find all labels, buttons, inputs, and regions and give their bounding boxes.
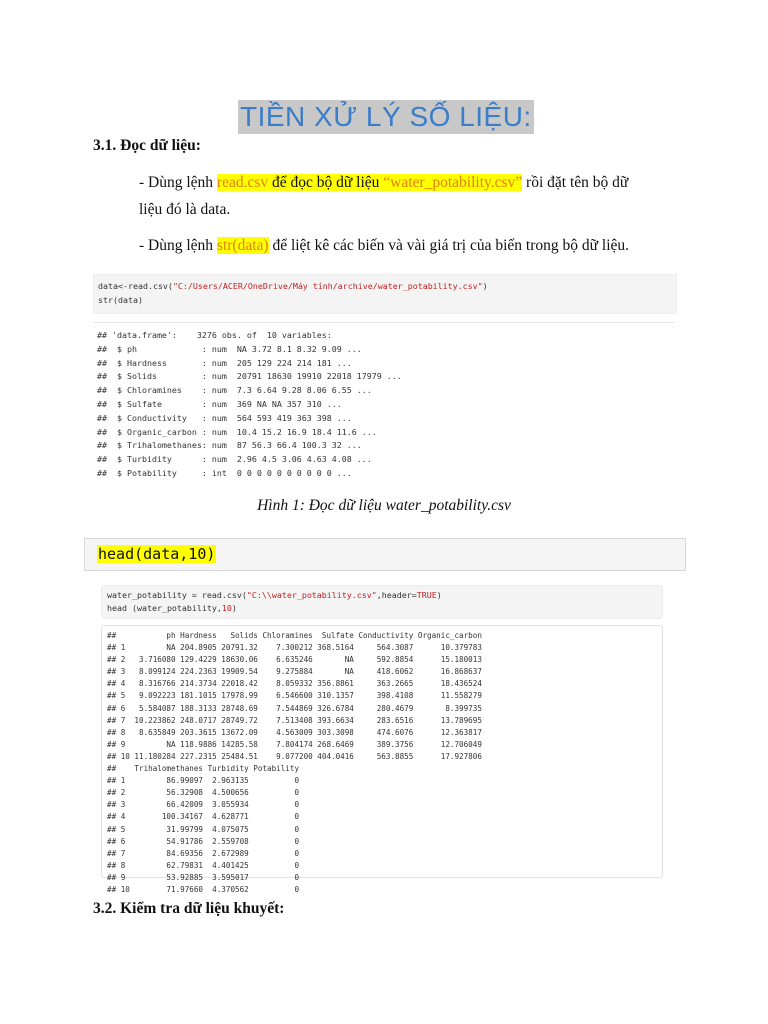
- section-heading-missing-data: 3.2. Kiểm tra dữ liệu khuyết:: [93, 900, 285, 917]
- page-title: TIỀN XỬ LÝ SỐ LIỆU:: [240, 101, 532, 132]
- text-suffix: rồi đặt tên bộ dữ: [522, 174, 629, 191]
- output-line: ## $ ph : num NA 3.72 8.1 8.32 9.09 ...: [97, 343, 362, 354]
- code-line: str(data): [98, 294, 143, 305]
- text-suffix: để liệt kê các biến và vài giá trị của biến trong bộ dữ liệu.: [268, 237, 630, 254]
- highlight-text: để đọc bộ dữ liệu: [268, 174, 384, 191]
- output-line: ## 2 56.32908 4.500656 0: [107, 788, 300, 798]
- output-line: ## 1 86.99097 2.963135 0: [107, 776, 300, 786]
- output-line: ## $ Hardness : num 205 129 224 214 181 ...: [97, 357, 352, 368]
- output-line: ## 4 100.34167 4.628771 0: [107, 812, 300, 822]
- output-line: ## 'data.frame': 3276 obs. of 10 variables:: [97, 330, 332, 340]
- output-line: ## 3 8.099124 224.2363 19909.54 9.275884 NA 418.6062 16.868637: [107, 667, 482, 677]
- figure-caption: Hình 1: Đọc dữ liệu water_potability.csv: [257, 497, 511, 514]
- output-line: ## 1 NA 204.8905 20791.32 7.300212 368.5164 564.3087 10.379783: [107, 643, 482, 653]
- highlight-read-csv: read.csv: [216, 174, 269, 191]
- text-prefix: - Dùng lệnh: [139, 237, 217, 254]
- output-line: ## 8 8.635849 203.3615 13672.09 4.563009 303.3098 474.6076 12.363817: [107, 727, 482, 737]
- output-block-str: [93, 322, 675, 489]
- output-line: ## $ Sulfate : num 369 NA NA 357 310 ...: [97, 398, 342, 409]
- output-line: ## 7 84.69356 2.672989 0: [107, 848, 300, 858]
- head-command-bar: [84, 538, 686, 571]
- code-line: water_potability = read.csv("C:\\water_potability.csv",header=TRUE): [107, 590, 442, 600]
- text-prefix: - Dùng lệnh: [139, 174, 217, 191]
- code-block-read-csv: [93, 274, 677, 314]
- output-line: ## 5 9.092223 181.1015 17978.99 6.546600 310.1357 398.4108 11.558279: [107, 691, 482, 701]
- output-line: ## $ Turbidity : num 2.96 4.5 3.06 4.63 4.08 ...: [97, 454, 372, 465]
- code-line: data<-read.csv("C:/Users/ACER/OneDrive/Máy tính/archive/water_potability.csv"): [98, 281, 488, 291]
- output-line: ## $ Conductivity : num 564 593 419 363 398 ...: [97, 412, 352, 423]
- output-line: ## 2 3.716080 129.4229 18630.06 6.635246 NA 592.8854 15.180013: [107, 655, 482, 665]
- highlight-str-data: str(data): [216, 237, 269, 254]
- code-line: head (water_potability,10): [107, 602, 237, 613]
- output-line: ## 5 31.99799 4.075075 0: [107, 824, 300, 834]
- output-line: ## 8 62.79831 4.401425 0: [107, 860, 300, 870]
- output-line: ## $ Trihalomethanes: num 87 56.3 66.4 100.3 32 ...: [97, 440, 362, 451]
- head-command-label: head(data,10): [98, 545, 216, 563]
- output-block-head: [101, 625, 663, 894]
- output-line: ## ph Hardness Solids Chloramines Sulfate Conductivity Organic_carbon: [107, 631, 482, 640]
- section-heading-read-data: 3.1. Đọc dữ liệu:: [93, 137, 201, 154]
- output-line: ## 9 53.92885 3.595017 0: [107, 872, 300, 882]
- output-line: ## 6 5.584087 188.3133 28748.69 7.544869 326.6784 280.4679 8.399735: [107, 703, 482, 713]
- paragraph-read-csv: [139, 169, 679, 223]
- output-line: ## $ Solids : num 20791 18630 19910 22018 17979 ...: [97, 371, 402, 382]
- output-line: ## 3 66.42009 3.055934 0: [107, 800, 300, 810]
- output-line: ## $ Potability : int 0 0 0 0 0 0 0 0 0 0 ...: [97, 467, 352, 478]
- paragraph-str-data: [139, 232, 699, 259]
- output-line: ## 6 54.91786 2.559708 0: [107, 836, 300, 846]
- highlight-filename: “water_potability.csv”: [383, 174, 523, 191]
- output-line: ## $ Organic_carbon : num 10.4 15.2 16.9 18.4 11.6 ...: [97, 426, 377, 437]
- text-line2: liệu đó là data.: [139, 201, 231, 218]
- code-block-head: [101, 585, 663, 619]
- output-line: ## 4 8.316766 214.3734 22018.42 8.059332 356.8861 363.2665 18.436524: [107, 679, 482, 689]
- output-line: ## 10 11.180284 227.2315 25484.51 9.077200 404.0416 563.8855 17.927806: [107, 751, 482, 761]
- output-line: ## Trihalomethanes Turbidity Potability: [107, 764, 300, 774]
- output-line: ## 10 71.97660 4.370562 0: [107, 884, 300, 894]
- output-line: ## 9 NA 118.9886 14285.58 7.804174 268.6469 389.3756 12.706049: [107, 739, 482, 749]
- output-line: ## 7 10.223862 248.0717 28749.72 7.513408 393.6634 283.6516 13.789695: [107, 715, 482, 725]
- output-line: ## $ Chloramines : num 7.3 6.64 9.28 8.06 6.55 ...: [97, 385, 372, 396]
